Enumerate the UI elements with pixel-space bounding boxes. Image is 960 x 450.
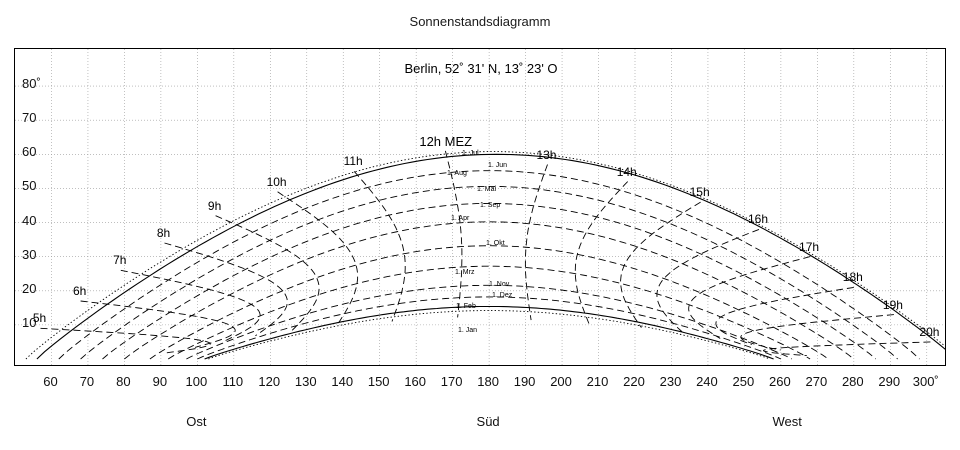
month-curve-label: 1. Sep bbox=[480, 202, 501, 209]
x-tick-label: 300˚ bbox=[912, 374, 939, 389]
hour-line-label: 15h bbox=[689, 185, 710, 200]
y-tick-label: 10 bbox=[22, 314, 37, 330]
x-tick-label: 150 bbox=[367, 374, 390, 389]
x-tick-label: 100 bbox=[185, 374, 208, 389]
hour-line-label: 7h bbox=[113, 253, 127, 268]
x-tick-label: 290 bbox=[878, 374, 901, 389]
month-curve-label: 1. Okt bbox=[486, 240, 505, 247]
month-curve-label: 1. Jan bbox=[458, 327, 478, 334]
x-tick-label: 120 bbox=[258, 374, 281, 389]
hour-line-label: 12h MEZ bbox=[419, 133, 473, 149]
x-tick-label: 230 bbox=[659, 374, 682, 389]
hour-line-label: 10h bbox=[266, 174, 287, 189]
x-tick-label: 60 bbox=[43, 374, 58, 389]
x-tick-label: 110 bbox=[222, 374, 244, 389]
x-tick-label: 260 bbox=[769, 374, 791, 389]
x-tick-label: 210 bbox=[586, 374, 609, 389]
y-tick-label: 40 bbox=[22, 212, 37, 228]
y-tick-label: 50 bbox=[22, 178, 37, 194]
hour-line-label: 20h bbox=[919, 324, 940, 339]
x-tick-label: 190 bbox=[513, 374, 536, 389]
month-curve-label: 1. Mai bbox=[477, 186, 497, 193]
compass-direction-label: Ost bbox=[186, 414, 207, 429]
hour-line-label: 9h bbox=[207, 198, 222, 213]
x-tick-label: 280 bbox=[841, 374, 864, 389]
month-curve-label: 1. Aug bbox=[447, 170, 467, 177]
month-curve-label: 1. Apr bbox=[451, 215, 470, 222]
x-tick-label: 70 bbox=[79, 374, 95, 389]
x-tick-label: 220 bbox=[623, 374, 645, 389]
y-tick-label: 60 bbox=[22, 144, 37, 160]
compass-direction-label: West bbox=[772, 414, 802, 429]
x-tick-label: 250 bbox=[732, 374, 755, 389]
x-tick-label: 170 bbox=[440, 374, 463, 389]
hour-line-label: 8h bbox=[156, 226, 171, 240]
x-tick-label: 130 bbox=[294, 374, 317, 389]
hour-line-label: 13h bbox=[536, 147, 557, 162]
month-curve-label: 1. Dez bbox=[492, 292, 513, 299]
x-tick-label: 180 bbox=[477, 374, 499, 389]
hour-line-label: 14h bbox=[616, 164, 637, 179]
month-curve-label: 1. Jun bbox=[488, 162, 508, 169]
x-tick-label: 200 bbox=[550, 374, 572, 389]
y-tick-label: 20 bbox=[22, 280, 37, 296]
month-curve-label: 1. Mrz bbox=[455, 269, 475, 276]
x-tick-label: 240 bbox=[696, 374, 718, 389]
y-tick-label: 70 bbox=[22, 110, 37, 126]
y-tick-label: 80˚ bbox=[22, 76, 41, 92]
hour-line-label: 11h bbox=[343, 154, 363, 169]
x-tick-label: 140 bbox=[331, 374, 354, 389]
hour-line-label: 19h bbox=[882, 297, 903, 312]
hour-line-label: 6h bbox=[72, 284, 87, 298]
chart-subtitle: Berlin, 52˚ 31' N, 13˚ 23' O bbox=[404, 61, 558, 76]
x-tick-label: 90 bbox=[152, 374, 168, 389]
month-curve-label: 1. Feb bbox=[456, 303, 476, 310]
compass-direction-label: Süd bbox=[476, 414, 500, 429]
y-tick-label: 30 bbox=[22, 246, 37, 262]
x-tick-label: 160 bbox=[404, 374, 427, 389]
hour-line-label: 17h bbox=[799, 239, 820, 254]
hour-line-label: 16h bbox=[747, 212, 769, 227]
month-curve-label: 1. Jul bbox=[462, 150, 479, 157]
month-curve-label: 1. Nov bbox=[489, 281, 510, 288]
x-tick-label: 270 bbox=[805, 374, 828, 389]
hour-line-label: 5h bbox=[32, 311, 47, 326]
hour-line-label: 18h bbox=[842, 270, 863, 285]
page-title: Sonnenstandsdiagramm bbox=[409, 14, 551, 29]
x-tick-label: 80 bbox=[116, 374, 131, 389]
